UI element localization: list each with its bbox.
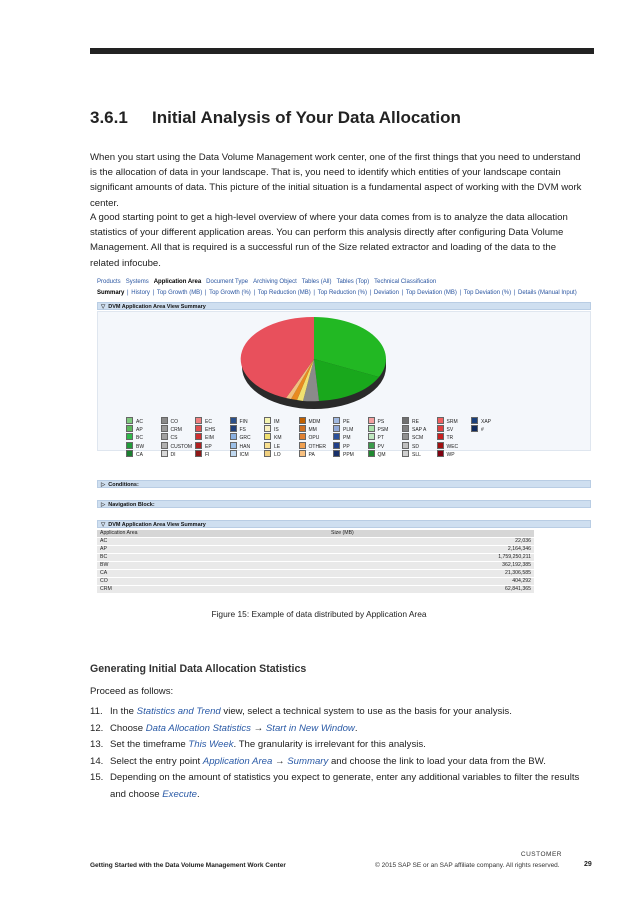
application-area-cell: AP — [97, 546, 328, 554]
legend-item — [264, 425, 279, 433]
legend-item — [195, 450, 209, 458]
legend-label: SCM — [412, 435, 424, 442]
expand-icon: ▷ — [101, 482, 106, 488]
legend-item — [333, 417, 350, 425]
legend-item — [437, 417, 458, 425]
legend-item — [299, 425, 317, 433]
step-number: 11. — [90, 706, 103, 717]
legend-swatch — [230, 417, 237, 424]
tab-separator: | — [367, 290, 373, 296]
legend-swatch — [161, 425, 168, 432]
legend-label: WP — [446, 451, 455, 458]
application-area-cell: CA — [97, 570, 328, 578]
legend-item — [299, 417, 321, 425]
ui-path-link: Statistics and Trend — [136, 706, 221, 717]
legend-label: # — [481, 427, 484, 434]
legend-swatch — [264, 450, 271, 457]
table-section-title: DVM Application Area View Summary — [108, 522, 206, 528]
legend-item — [195, 425, 215, 433]
legend-swatch — [126, 425, 133, 432]
application-area-cell: AC — [97, 538, 328, 546]
legend-swatch — [195, 417, 202, 424]
legend-swatch — [299, 425, 306, 432]
legend-swatch — [437, 433, 444, 440]
legend-item — [195, 433, 214, 441]
legend-item — [299, 450, 315, 458]
collapse-icon: ▽ — [101, 522, 106, 528]
tab-tables-top-[interactable]: Tables (Top) — [336, 279, 370, 285]
pie-chart — [229, 313, 399, 413]
legend-label: QM — [377, 451, 386, 458]
legend-label: SD — [412, 443, 419, 450]
step-text: and choose the link to load your data from the BW. — [328, 755, 546, 767]
tab-separator: | — [457, 290, 463, 296]
size-cell: 404,292 — [328, 578, 534, 586]
step-number: 14. — [90, 755, 104, 767]
legend-label: LE — [274, 443, 281, 450]
table-row — [97, 570, 534, 578]
legend-label: FI — [205, 451, 210, 458]
table-section-header[interactable] — [97, 520, 591, 528]
step-item — [90, 770, 590, 803]
legend-item — [402, 433, 423, 441]
step-text: . — [196, 788, 200, 800]
legend-swatch — [333, 450, 340, 457]
tab-separator: | — [125, 290, 131, 296]
legend-label: BW — [136, 443, 145, 450]
ui-path-link: Data Allocation Statistics — [145, 722, 251, 734]
legend-label: BC — [136, 435, 143, 442]
size-cell: 362,192,385 — [328, 562, 534, 570]
legend-label: PS — [377, 419, 385, 425]
legend-label: ICM — [239, 451, 249, 458]
legend-swatch — [437, 442, 444, 449]
legend-label: DI — [170, 451, 176, 458]
legend-label: SLL — [412, 451, 421, 458]
legend-label: WEC — [446, 443, 459, 450]
chart-section-header[interactable] — [97, 302, 591, 310]
legend-item — [368, 417, 385, 425]
legend-item — [368, 433, 384, 441]
step-text: → — [272, 755, 288, 767]
legend-label: CO — [170, 419, 178, 425]
legend-label: PA — [308, 451, 315, 458]
sub-tab-strip — [97, 290, 578, 296]
legend-label: PV — [377, 443, 385, 450]
legend-item — [437, 450, 455, 458]
steps-list — [90, 704, 590, 803]
collapse-icon: ▽ — [101, 304, 106, 310]
legend-swatch — [333, 433, 340, 440]
legend-item — [230, 433, 251, 441]
application-area-cell: BC — [97, 554, 328, 562]
legend-swatch — [368, 442, 375, 449]
legend-swatch — [333, 442, 340, 449]
step-text: Choose — [110, 722, 146, 734]
legend-item — [161, 433, 178, 441]
header-rule — [90, 48, 594, 54]
section-number: 3.6.1 — [90, 108, 128, 127]
size-cell: 21,306,585 — [328, 570, 534, 578]
step-item — [90, 721, 590, 738]
legend-label: PT — [377, 435, 384, 442]
legend-swatch — [195, 433, 202, 440]
legend-item — [264, 433, 282, 441]
column-header: Size (MB) — [328, 530, 534, 538]
subtab-summary[interactable]: Summary — [97, 290, 125, 296]
footer-copyright: © 2015 SAP SE or an SAP affiliate company. All rights reserved. — [375, 862, 560, 869]
legend-label: MM — [308, 427, 317, 434]
step-number: 15. — [90, 772, 104, 783]
legend-swatch — [368, 433, 375, 440]
step-text: Depending on the amount of statistics you expect to generate, enter any additional variables to filter the results and choose — [110, 772, 580, 800]
legend-item — [230, 442, 251, 450]
tab-application-area[interactable]: Application Area — [153, 279, 202, 285]
legend-swatch — [402, 450, 409, 457]
application-area-cell: CRM — [97, 586, 328, 594]
table-row — [97, 562, 534, 570]
legend-label: EP — [205, 443, 212, 450]
legend-swatch — [368, 417, 375, 424]
legend-swatch — [126, 433, 133, 440]
legend-swatch — [126, 442, 133, 449]
tab-tables-all-[interactable]: Tables (All) — [301, 279, 332, 285]
footer-title: Getting Started with the Data Volume Management Work Center — [90, 862, 286, 869]
legend-item — [126, 425, 143, 433]
legend-swatch — [264, 417, 271, 424]
legend-item — [299, 433, 320, 441]
legend-item — [161, 425, 182, 433]
legend-item — [368, 442, 385, 450]
legend-item — [126, 442, 144, 450]
step-text: In the — [110, 706, 137, 717]
tab-systems[interactable]: Systems — [125, 279, 149, 285]
legend-item — [368, 450, 386, 458]
subtab-top-growth-[interactable]: Top Growth (%) — [209, 290, 251, 296]
legend-item — [437, 433, 454, 441]
step-text: Set the timeframe — [110, 739, 189, 750]
subtab-deviation[interactable]: Deviation — [373, 290, 399, 296]
legend-item — [437, 425, 454, 433]
legend-swatch — [299, 450, 306, 457]
subtab-top-reduction-[interactable]: Top Reduction (%) — [317, 290, 367, 296]
legend-label: XAP — [481, 419, 492, 425]
paragraph-1: When you start using the Data Volume Management work center, one of the first things that you need to understand is the allocation of data in your landscape. That is, you need to identify which entities of your landscape contain significant amounts of data. This picture of the initial situation is a fundamental aspect of working with the DVM work center. — [90, 152, 582, 209]
section-title: Initial Analysis of Your Data Allocation — [152, 108, 461, 127]
legend-swatch — [437, 425, 444, 432]
legend-item — [333, 433, 351, 441]
legend-item — [161, 442, 193, 450]
legend-label: HAN — [239, 443, 251, 450]
legend-label: GRC — [239, 435, 251, 442]
step-item — [90, 704, 590, 721]
conditions-label: Conditions: — [108, 482, 139, 488]
legend-swatch — [230, 433, 237, 440]
legend-swatch — [195, 442, 202, 449]
step-text: . The granularity is irrelevant for this analysis. — [233, 739, 426, 750]
legend-swatch — [195, 425, 202, 432]
tab-separator: | — [399, 290, 405, 296]
subtab-details-manual-input-[interactable]: Details (Manual Input) — [518, 290, 577, 296]
footer-label: CUSTOMER — [520, 851, 562, 858]
navigation-label: Navigation Block: — [108, 502, 155, 508]
ui-path-link: This Week — [188, 739, 234, 750]
legend-item — [333, 442, 350, 450]
legend-swatch — [230, 425, 237, 432]
conditions-section[interactable] — [97, 480, 591, 488]
legend-item — [126, 450, 143, 458]
subtab-history[interactable]: History — [131, 290, 150, 296]
legend-swatch — [195, 450, 202, 457]
legend-swatch — [333, 417, 340, 424]
legend-label: FIN — [239, 419, 248, 425]
legend-item — [230, 425, 246, 433]
legend-item — [402, 425, 426, 433]
table-header-row — [97, 530, 534, 538]
legend-label: PP — [343, 443, 350, 450]
legend-swatch — [402, 442, 409, 449]
tab-separator: | — [311, 290, 317, 296]
ui-path-link: Application Area — [202, 755, 273, 767]
legend-swatch — [230, 450, 237, 457]
legend-swatch — [161, 417, 168, 424]
legend-swatch — [299, 433, 306, 440]
legend-label: KM — [274, 435, 282, 442]
tab-separator: | — [251, 290, 257, 296]
legend-swatch — [161, 442, 168, 449]
legend-label: SV — [446, 427, 454, 434]
legend-item — [230, 417, 248, 425]
step-text: view, select a technical system to use as the basis for your analysis. — [220, 706, 512, 717]
navigation-section[interactable] — [97, 500, 591, 508]
legend-label: OPU — [308, 435, 320, 442]
legend-item — [230, 450, 249, 458]
legend-label: CA — [136, 451, 143, 458]
legend-item — [299, 442, 327, 450]
size-cell: 62,841,365 — [328, 586, 534, 594]
legend-swatch — [299, 417, 306, 424]
legend-swatch — [264, 425, 271, 432]
legend-label: PPM — [343, 451, 354, 458]
legend-item — [195, 442, 212, 450]
top-tab-strip — [97, 279, 441, 285]
legend-label: EC — [205, 419, 212, 425]
application-area-cell: BW — [97, 562, 328, 570]
step-item — [90, 754, 590, 771]
legend-item — [402, 450, 421, 458]
table-row — [97, 578, 534, 586]
subtab-top-reduction-mb-[interactable]: Top Reduction (MB) — [257, 290, 311, 296]
size-cell: 2,164,346 — [328, 546, 534, 554]
legend-label: IM — [274, 419, 280, 425]
tab-products[interactable]: Products — [97, 279, 121, 285]
legend-swatch — [264, 433, 271, 440]
tab-document-type[interactable]: Document Type — [206, 279, 249, 285]
legend-label: PLM — [343, 427, 354, 434]
paragraph-2: A good starting point to get a high-level overview of where your data comes from is to analyze the data allocation statistics of your different application areas. You can perform this analysis directly after configuring Data Volume Management. All that is required is a successful run of the Size related extractor and loading of the data to the related infocube. — [90, 212, 568, 269]
legend-label: OTHER — [308, 443, 326, 450]
legend-swatch — [126, 450, 133, 457]
legend-item — [402, 417, 419, 425]
legend-label: AC — [136, 419, 143, 425]
subtab-top-deviation-mb-[interactable]: Top Deviation (MB) — [405, 290, 457, 296]
legend-item — [471, 417, 491, 425]
tab-separator: | — [203, 290, 209, 296]
legend-swatch — [299, 442, 306, 449]
legend-label: TR — [446, 435, 454, 442]
legend-item — [161, 417, 179, 425]
legend-swatch — [402, 417, 409, 424]
legend-swatch — [230, 442, 237, 449]
legend-item — [437, 442, 459, 450]
size-cell: 1,759,250,211 — [328, 554, 534, 562]
legend-label: CRM — [170, 427, 182, 434]
summary-table — [97, 530, 534, 594]
legend-swatch — [333, 425, 340, 432]
table-row — [97, 538, 534, 546]
subtab-top-growth-mb-[interactable]: Top Growth (MB) — [156, 290, 203, 296]
legend-label: IS — [274, 427, 279, 434]
legend-swatch — [264, 442, 271, 449]
subheading: Generating Initial Data Allocation Statistics — [90, 663, 307, 675]
tab-separator: | — [512, 290, 518, 296]
legend-swatch — [471, 417, 478, 424]
figure-caption: Figure 15: Example of data distributed by Application Area — [211, 609, 427, 619]
tab-archiving-object[interactable]: Archiving Object — [253, 279, 297, 285]
legend-item — [471, 425, 484, 433]
legend-swatch — [161, 433, 168, 440]
tab-technical-classification[interactable]: Technical Classification — [374, 279, 437, 285]
column-header: Application Area — [97, 530, 328, 538]
page-number: 29 — [584, 861, 592, 868]
legend-item — [126, 433, 143, 441]
legend-label: PM — [343, 435, 351, 442]
legend-label: RE — [412, 419, 419, 425]
legend-item — [368, 425, 389, 433]
legend-label: EIM — [205, 435, 214, 442]
legend-item — [264, 442, 280, 450]
table-row — [97, 586, 534, 594]
legend-swatch — [126, 417, 133, 424]
section-heading — [90, 108, 461, 128]
legend-label: PSM — [377, 427, 389, 434]
legend-swatch — [402, 425, 409, 432]
legend-swatch — [402, 433, 409, 440]
legend-item — [333, 425, 353, 433]
step-number: 13. — [90, 739, 104, 750]
legend-label: PE — [343, 419, 350, 425]
legend-item — [264, 417, 280, 425]
legend-item — [126, 417, 143, 425]
chart-section-title: DVM Application Area View Summary — [108, 304, 206, 310]
legend-swatch — [437, 417, 444, 424]
step-item — [90, 737, 590, 754]
size-cell: 22,036 — [328, 538, 534, 546]
legend-label: SRM — [446, 419, 458, 425]
legend-label: CUSTOM — [170, 443, 193, 450]
step-number: 12. — [90, 722, 104, 734]
ui-path-link: Start in New Window — [265, 722, 355, 734]
legend-swatch — [437, 450, 444, 457]
legend-swatch — [368, 450, 375, 457]
legend-item — [402, 442, 419, 450]
legend-item — [333, 450, 354, 458]
expand-icon: ▷ — [101, 502, 106, 508]
legend-label: EHS — [205, 427, 216, 434]
step-text: Select the entry point — [110, 755, 203, 767]
step-text: . — [354, 722, 358, 734]
legend-item — [264, 450, 281, 458]
legend-swatch — [161, 450, 168, 457]
subtab-top-deviation-[interactable]: Top Deviation (%) — [463, 290, 512, 296]
tab-separator: | — [150, 290, 156, 296]
legend-label: SAP A — [412, 427, 427, 434]
legend-item — [195, 417, 212, 425]
legend-label: AP — [136, 427, 143, 434]
step-text: → — [250, 722, 266, 734]
ui-path-link: Execute — [162, 788, 197, 800]
table-row — [97, 546, 534, 554]
table-row — [97, 554, 534, 562]
legend-item — [161, 450, 176, 458]
figure-screenshot — [94, 275, 594, 598]
intro-text: Proceed as follows: — [90, 686, 174, 697]
application-area-cell: CO — [97, 578, 328, 586]
legend-label: FS — [239, 427, 246, 434]
legend-swatch — [368, 425, 375, 432]
legend-label: MDM — [308, 419, 321, 425]
legend-label: CS — [170, 435, 178, 442]
legend-label: LO — [274, 451, 281, 458]
ui-path-link: Summary — [287, 755, 329, 767]
legend-swatch — [471, 425, 478, 432]
